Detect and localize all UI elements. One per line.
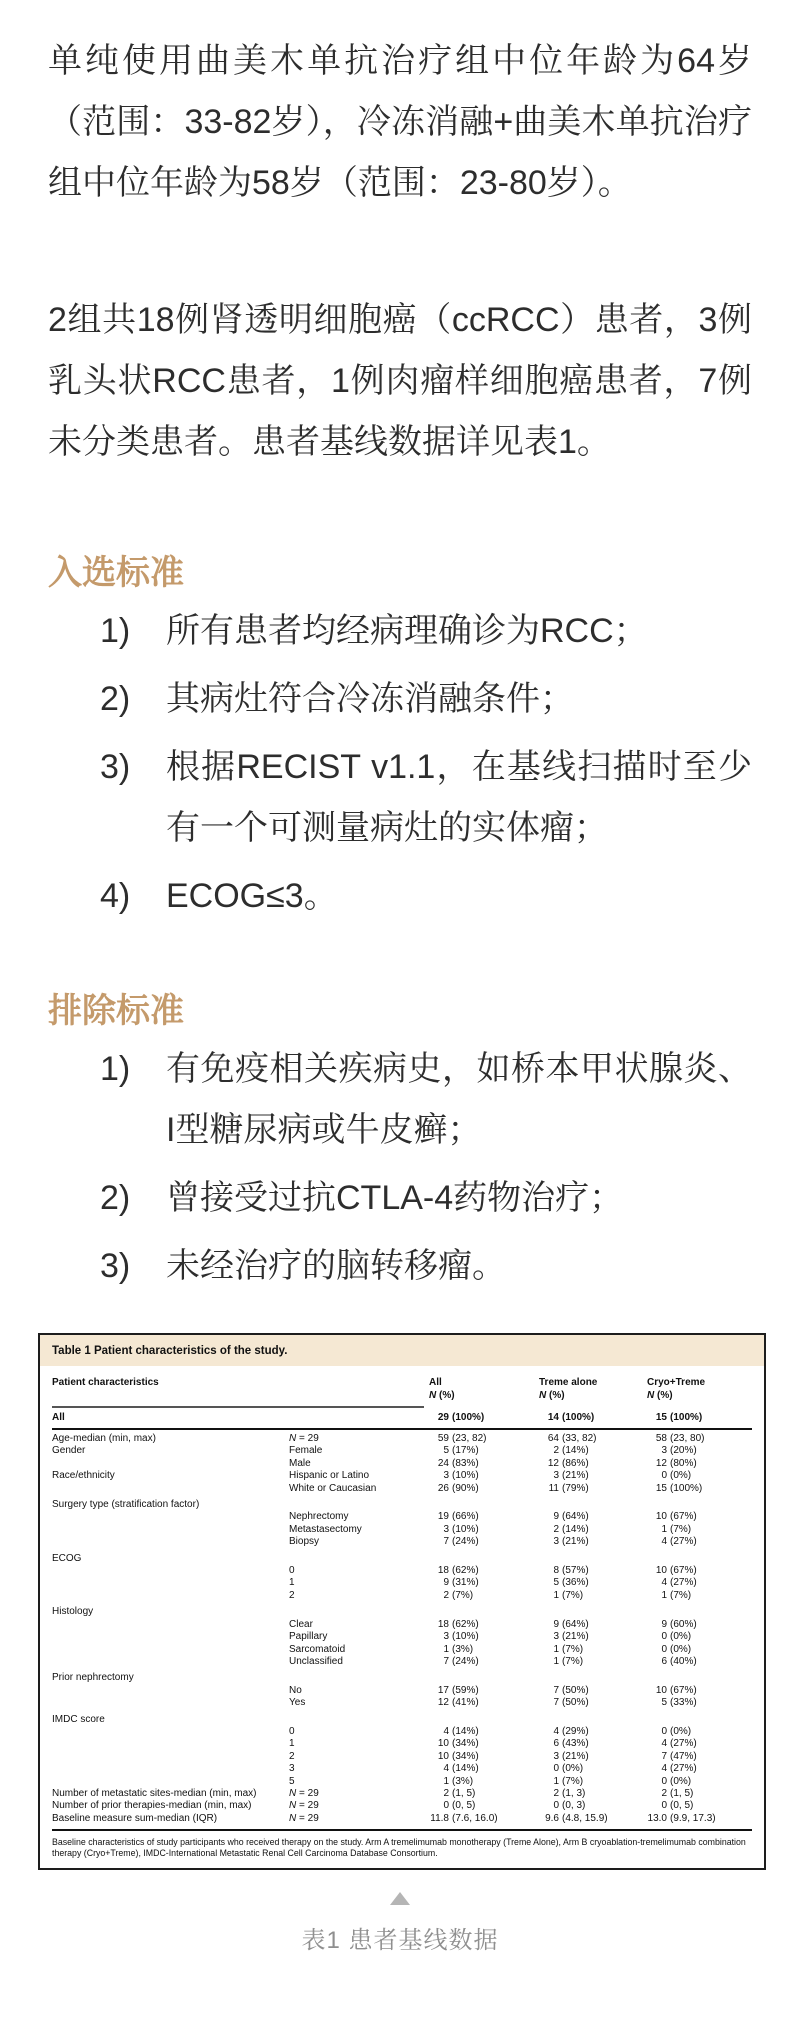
row-label [52, 1536, 289, 1548]
table-head [52, 1376, 752, 1402]
value-cell: 59 (23, 82) [437, 1433, 487, 1444]
row-label [52, 1738, 289, 1750]
value-cell: 29 (100%) [437, 1412, 485, 1423]
list-item-number: 2) [100, 680, 131, 718]
table-row [52, 1763, 752, 1775]
paragraph: 单纯使用曲美木单抗治疗组中位年龄为64岁（范围：33-82岁），冷冻消融+曲美木单抗治疗组中位年龄为58岁（范围：23-80岁）。 [48, 42, 752, 202]
value-cell: 7 (50%) [553, 1697, 589, 1709]
row-label: ECOG [52, 1552, 82, 1564]
row-sublabel: Hispanic or Latino [289, 1470, 370, 1482]
value-cell: 24 (83%) [437, 1457, 479, 1469]
row-sublabel: 2 [289, 1589, 295, 1601]
row-label [52, 1565, 289, 1577]
table-row [52, 1738, 752, 1750]
value-cell: 12 (41%) [437, 1697, 479, 1709]
section-heading: 入选标准 [48, 554, 184, 592]
value-cell [539, 1553, 647, 1565]
list-item-text: ECOG≤3。 [166, 877, 338, 915]
table-rows [52, 1430, 752, 1829]
list-item-text: 所有患者均经病理确诊为RCC； [166, 612, 648, 650]
value-cell: 3 (21%) [553, 1631, 589, 1643]
value-cell: 4 (27%) [661, 1577, 697, 1589]
row-label [52, 1619, 289, 1631]
value-cell: 1 (3%) [443, 1775, 474, 1787]
list-item [100, 1039, 752, 1161]
row-sublabel [289, 1553, 429, 1565]
value-cell: 6 (40%) [661, 1655, 697, 1667]
value-cell: 5 (36%) [553, 1577, 589, 1589]
row-sublabel: 5 [289, 1775, 295, 1787]
row-label [52, 1590, 289, 1602]
value-cell: 1 (7%) [553, 1589, 584, 1601]
table-row [52, 1631, 752, 1643]
table-row [52, 1433, 752, 1445]
table-row [52, 1788, 752, 1800]
value-cell: 9 (31%) [443, 1577, 479, 1589]
table-row [52, 1483, 752, 1495]
table-row [52, 1644, 752, 1656]
section-heading: 排除标准 [48, 992, 184, 1030]
row-label [52, 1511, 289, 1523]
row-sublabel: N = 29 [289, 1787, 319, 1799]
table-row [52, 1536, 752, 1548]
row-sublabel: Yes [289, 1697, 306, 1709]
value-cell: 9 (64%) [553, 1511, 589, 1523]
list-item-text: 其病灶符合冷冻消融条件； [166, 680, 574, 718]
value-cell: 3 (21%) [553, 1536, 589, 1548]
value-cell: 7 (24%) [443, 1536, 479, 1548]
value-cell: 14 (100%) [547, 1412, 595, 1423]
value-cell: 4 (27%) [661, 1536, 697, 1548]
list-item-number: 3) [100, 748, 131, 786]
value-cell: 3 (10%) [443, 1631, 479, 1643]
value-cell: 10 (67%) [655, 1565, 697, 1577]
value-cell [539, 1606, 647, 1618]
value-cell [647, 1499, 752, 1511]
value-cell: 11.8 (7.6, 16.0) [430, 1812, 498, 1824]
row-sublabel: 0 [289, 1565, 295, 1577]
value-cell: 4 (27%) [661, 1763, 697, 1775]
list-item-text: 未经治疗的脑转移瘤。 [166, 1247, 506, 1285]
row-sublabel: Papillary [289, 1631, 328, 1643]
value-cell: 1 (7%) [661, 1523, 692, 1535]
article-page [0, 31, 800, 2036]
row-sublabel: 1 [289, 1738, 295, 1750]
list-item-number: 1) [100, 612, 131, 650]
table-row [52, 1495, 752, 1511]
row-label [52, 1697, 289, 1709]
value-cell [539, 1672, 647, 1684]
row-label [52, 1726, 289, 1738]
value-cell: 1 (7%) [553, 1655, 584, 1667]
table-row [52, 1751, 752, 1763]
row-sublabel: Biopsy [289, 1536, 320, 1548]
row-label: Surgery type (stratification factor) [52, 1499, 200, 1511]
list-item-text: 根据RECIST v1.1，在基线扫描时至少有一个可测量病灶的实体瘤； [166, 748, 752, 847]
value-cell [429, 1714, 539, 1726]
value-cell: 12 (86%) [547, 1457, 589, 1469]
value-cell: 3 (21%) [553, 1470, 589, 1482]
table-row [52, 1776, 752, 1788]
table-row [52, 1470, 752, 1482]
collapse-triangle-icon [390, 1892, 410, 1905]
row-sublabel: 1 [289, 1577, 295, 1589]
row-sublabel: Sarcomatoid [289, 1643, 346, 1655]
value-cell: 0 (0%) [661, 1775, 692, 1787]
value-cell [647, 1672, 752, 1684]
table-body [40, 1366, 764, 1831]
value-cell: 10 (67%) [655, 1684, 697, 1696]
list-item-number: 3) [100, 1247, 131, 1285]
value-cell: 9 (60%) [661, 1618, 697, 1630]
all-row-label: All [52, 1412, 65, 1423]
row-label: Prior nephrectomy [52, 1672, 134, 1684]
table-row [52, 1549, 752, 1565]
row-label [52, 1751, 289, 1763]
row-sublabel: 0 [289, 1725, 295, 1737]
value-cell: 3 (20%) [661, 1445, 697, 1457]
value-cell: 1 (7%) [553, 1775, 584, 1787]
value-cell: 1 (3%) [443, 1643, 474, 1655]
value-cell: 1 (7%) [553, 1643, 584, 1655]
value-cell: 2 (7%) [443, 1589, 474, 1601]
value-cell: 1 (7%) [661, 1589, 692, 1601]
value-cell: 15 (100%) [655, 1482, 703, 1494]
value-cell: 0 (0%) [661, 1631, 692, 1643]
value-cell: 12 (80%) [655, 1457, 697, 1469]
value-cell: 15 (100%) [655, 1412, 703, 1423]
table-row [52, 1619, 752, 1631]
row-label: Gender [52, 1445, 86, 1457]
table-column-header: Patient characteristics [52, 1377, 159, 1388]
value-cell: 18 (62%) [437, 1565, 479, 1577]
value-cell: 4 (27%) [661, 1738, 697, 1750]
row-sublabel: Female [289, 1445, 323, 1457]
value-cell: 2 (1, 5) [443, 1787, 476, 1799]
row-sublabel: N = 29 [289, 1812, 319, 1824]
row-label: Age-median (min, max) [52, 1433, 156, 1444]
table-all-row [52, 1408, 752, 1428]
table-row [52, 1685, 752, 1697]
value-cell: 10 (34%) [437, 1750, 479, 1762]
row-sublabel [289, 1672, 429, 1684]
table-row [52, 1524, 752, 1536]
value-cell: 0 (0%) [661, 1470, 692, 1482]
row-sublabel: N = 29 [289, 1433, 319, 1444]
value-cell [539, 1714, 647, 1726]
row-label [52, 1577, 289, 1589]
row-label: IMDC score [52, 1713, 105, 1725]
value-cell: 0 (0, 3) [553, 1800, 586, 1812]
value-cell: 6 (43%) [553, 1738, 589, 1750]
value-cell: 19 (66%) [437, 1511, 479, 1523]
value-cell: 2 (1, 3) [553, 1787, 586, 1799]
table-column-header: Treme alone N (%) [539, 1377, 598, 1401]
value-cell: 5 (33%) [661, 1697, 697, 1709]
table-row [52, 1511, 752, 1523]
row-sublabel: Nephrectomy [289, 1511, 349, 1523]
row-label [52, 1656, 289, 1668]
table-row [52, 1668, 752, 1684]
value-cell: 64 (33, 82) [547, 1433, 597, 1444]
row-sublabel: White or Caucasian [289, 1482, 377, 1494]
list-item [100, 737, 752, 859]
table-row [52, 1813, 752, 1825]
list-item [100, 866, 752, 927]
row-label [52, 1631, 289, 1643]
value-cell: 26 (90%) [437, 1482, 479, 1494]
list-item-text: 曾接受过抗CTLA-4药物治疗； [166, 1179, 624, 1217]
value-cell: 7 (50%) [553, 1684, 589, 1696]
table-row [52, 1590, 752, 1602]
table-row [52, 1577, 752, 1589]
list-item [100, 1236, 752, 1297]
row-label [52, 1685, 289, 1697]
row-sublabel [289, 1606, 429, 1618]
table1-figure [38, 1333, 766, 1870]
value-cell: 18 (62%) [437, 1618, 479, 1630]
figure-caption: 表1 患者基线数据 [301, 1927, 499, 1955]
table-row [52, 1697, 752, 1709]
value-cell: 4 (29%) [553, 1725, 589, 1737]
value-cell: 9.6 (4.8, 15.9) [545, 1812, 608, 1824]
value-cell: 2 (14%) [553, 1523, 589, 1535]
value-cell: 3 (10%) [443, 1470, 479, 1482]
value-cell: 17 (59%) [437, 1684, 479, 1696]
table-row [52, 1656, 752, 1668]
row-sublabel [289, 1714, 429, 1726]
paragraph: 2组共18例肾透明细胞癌（ccRCC）患者，3例乳头状RCC患者，1例肉瘤样细胞癌患者，7例未分类患者。患者基线数据详见表1。 [48, 301, 752, 461]
row-sublabel: Clear [289, 1618, 313, 1630]
value-cell: 10 (67%) [655, 1511, 697, 1523]
list-item-number: 2) [100, 1179, 131, 1217]
row-label: Number of metastatic sites-median (min, max) [52, 1787, 257, 1799]
value-cell [647, 1553, 752, 1565]
value-cell: 13.0 (9.9, 17.3) [647, 1812, 716, 1824]
row-sublabel: Unclassified [289, 1655, 343, 1667]
table-row [52, 1565, 752, 1577]
row-sublabel: No [289, 1684, 302, 1696]
value-cell: 7 (47%) [661, 1750, 697, 1762]
value-cell [647, 1606, 752, 1618]
row-label [52, 1483, 289, 1495]
row-label: Race/ethnicity [52, 1470, 115, 1482]
list-item-text: 有免疫相关疾病史，如桥本甲状腺炎、I型糖尿病或牛皮癣； [166, 1050, 752, 1149]
value-cell [429, 1499, 539, 1511]
criteria-list [100, 601, 752, 927]
table-column-header: All N (%) [429, 1377, 455, 1401]
table-row [52, 1458, 752, 1470]
row-label [52, 1458, 289, 1470]
value-cell: 2 (14%) [553, 1445, 589, 1457]
value-cell [429, 1672, 539, 1684]
table-title: Table 1 Patient characteristics of the study. [40, 1335, 764, 1366]
value-cell: 4 (14%) [443, 1725, 479, 1737]
table-footnote: Baseline characteristics of study participants who received therapy on the study. Arm A tremelimumab monotherapy (Treme Alone), Arm B cryoablation-tremelimumab combination therapy (Cryo+Treme), IMDC-International Metastatic Renal Cell Carcinoma Database Consortium. [52, 1837, 746, 1859]
value-cell: 0 (0%) [553, 1763, 584, 1775]
table-row [52, 1710, 752, 1726]
row-sublabel: Metastasectomy [289, 1523, 362, 1535]
value-cell: 9 (64%) [553, 1618, 589, 1630]
list-item [100, 601, 752, 662]
value-cell: 8 (57%) [553, 1565, 589, 1577]
table-column-header: Cryo+Treme N (%) [647, 1377, 706, 1401]
value-cell: 4 (14%) [443, 1763, 479, 1775]
row-sublabel: N = 29 [289, 1800, 319, 1812]
value-cell: 3 (10%) [443, 1523, 479, 1535]
value-cell: 5 (17%) [443, 1445, 479, 1457]
value-cell: 0 (0%) [661, 1643, 692, 1655]
value-cell: 0 (0, 5) [661, 1800, 694, 1812]
value-cell: 0 (0%) [661, 1725, 692, 1737]
row-sublabel: Male [289, 1457, 311, 1469]
table-row [52, 1445, 752, 1457]
table-row [52, 1800, 752, 1812]
list-item [100, 669, 752, 730]
value-cell [539, 1499, 647, 1511]
article-content [0, 31, 800, 1297]
row-label [52, 1763, 289, 1775]
value-cell: 2 (1, 5) [661, 1787, 694, 1799]
row-sublabel: 2 [289, 1750, 295, 1762]
criteria-list [100, 1039, 752, 1297]
list-item-number: 1) [100, 1050, 131, 1088]
list-item [100, 1168, 752, 1229]
row-label: Baseline measure sum-median (IQR) [52, 1812, 218, 1824]
value-cell: 10 (34%) [437, 1738, 479, 1750]
row-label [52, 1644, 289, 1656]
value-cell: 0 (0, 5) [443, 1800, 476, 1812]
value-cell: 11 (79%) [548, 1482, 589, 1494]
intro-paragraphs [48, 31, 752, 473]
table-row [52, 1726, 752, 1738]
table-row [52, 1602, 752, 1618]
value-cell [429, 1553, 539, 1565]
row-label: Number of prior therapies-median (min, max) [52, 1800, 252, 1812]
row-label [52, 1524, 289, 1536]
row-label [52, 1776, 289, 1788]
value-cell: 58 (23, 80) [655, 1433, 705, 1444]
criteria-sections [48, 551, 752, 1297]
list-item-number: 4) [100, 877, 131, 915]
value-cell: 3 (21%) [553, 1750, 589, 1762]
value-cell: 7 (24%) [443, 1655, 479, 1667]
row-sublabel [289, 1499, 429, 1511]
row-sublabel: 3 [289, 1763, 295, 1775]
row-label: Histology [52, 1606, 94, 1618]
value-cell [647, 1714, 752, 1726]
value-cell [429, 1606, 539, 1618]
